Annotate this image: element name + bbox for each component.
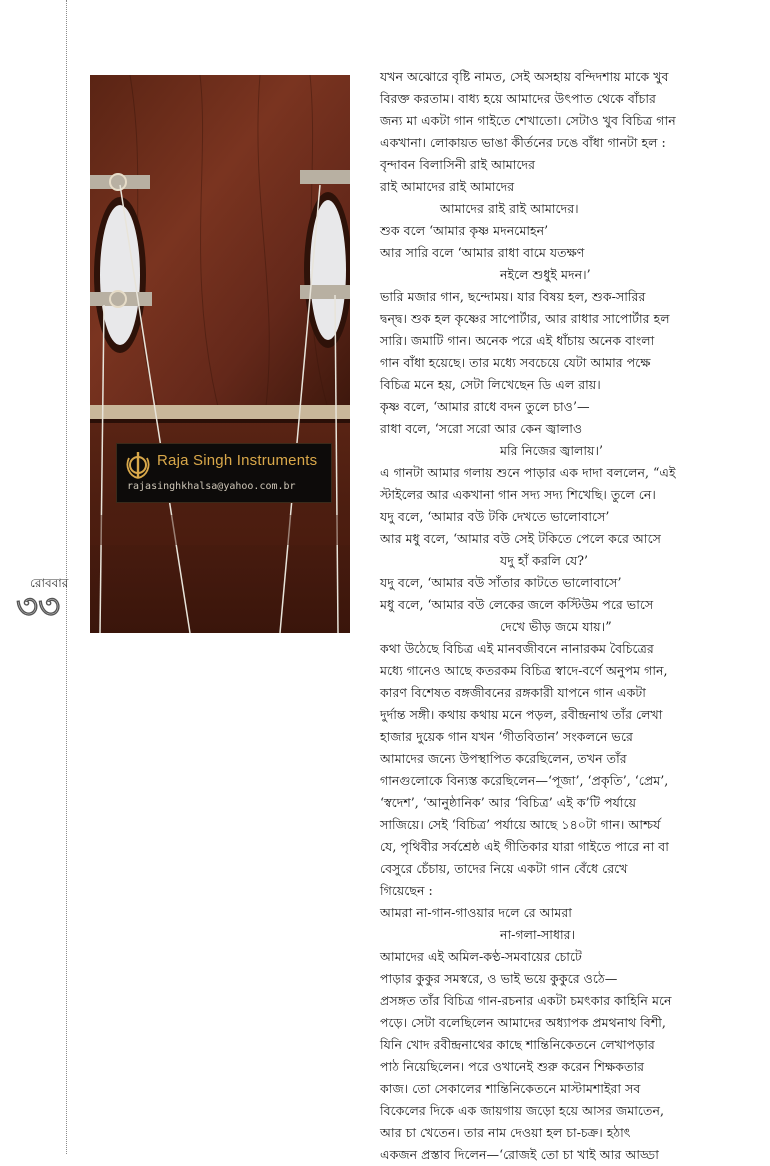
guitar-headstock-illustration bbox=[90, 75, 350, 633]
text-line: স্টাইলের আর একখানা গান সদ্য সদ্য শিখেছি। তুলে নে। bbox=[380, 487, 656, 502]
text-line: ‘স্বদেশ’, ‘আনুষ্ঠানিক’ আর ‘বিচিত্র’ এই ক’টি পর্যায়ে bbox=[380, 795, 637, 810]
text-line: মধ্যে গানেও আছে কতরকম বিচিত্র স্বাদে-বর্ণে অনুপম গান, bbox=[380, 663, 668, 678]
text-line: জন্য মা একটা গান গাইতে শেখাতো। সেটাও খুব বিচিত্র গান bbox=[380, 113, 676, 128]
brand-name: Raja Singh Instruments bbox=[157, 452, 318, 469]
verse-line: মরি নিজের জ্বালায়।’ bbox=[500, 443, 603, 458]
text-line: গান বাঁধা হয়েছে। তার মধ্যে সবচেয়ে যেটা আমার পক্ষে bbox=[380, 355, 651, 370]
text-line: একজন প্রস্তাব দিলেন—‘রোজই তো চা খাই আর আড্ডা bbox=[380, 1147, 659, 1162]
text-line: কথা উঠেছে বিচিত্র এই মানবজীবনে নানারকম বৈচিত্রের bbox=[380, 641, 654, 656]
text-line: দুর্দান্ত সঙ্গী। কথায় কথায় মনে পড়ল, রবীন্দ্রনাথ তাঁর লেখা bbox=[380, 707, 663, 722]
verse-line: আমাদের এই অমিল-কণ্ঠ-সমবায়ের চোটে bbox=[380, 949, 582, 964]
text-line: এ গানটা আমার গলায় শুনে পাড়ার এক দাদা বললেন, “এই bbox=[380, 465, 676, 480]
verse-line: না-গলা-সাধার। bbox=[500, 927, 576, 942]
text-line: আমাদের জন্যে উপস্থাপিত করেছিলেন, তখন তাঁর bbox=[380, 751, 627, 766]
verse-line: আমরা না-গান-গাওয়ার দলে রে আমরা bbox=[380, 905, 572, 920]
text-line: ভারি মজার গান, ছন্দোময়। যার বিষয় হল, শুক-সারির bbox=[380, 289, 646, 304]
khanda-logo-icon bbox=[125, 450, 151, 480]
verse-line: যদু বলে, ‘আমার বউ টকি দেখতে ভালোবাসে’ bbox=[380, 509, 610, 524]
verse-line: যদু হাঁ করলি যে?’ bbox=[500, 553, 588, 568]
verse-line: শুক বলে ‘আমার কৃষ্ণ মদনমোহন’ bbox=[380, 223, 549, 238]
text-line: বিচিত্র মনে হয়, সেটা লিখেছেন ডি এল রায়। bbox=[380, 377, 601, 392]
verse-line: আর মধু বলে, ‘আমার বউ সেই টকিতে পেলে করে আসে bbox=[380, 531, 661, 546]
article-body bbox=[380, 66, 702, 1166]
verse-line: দেখে ভীড় জমে যায়।” bbox=[500, 619, 612, 634]
verse-line: আমাদের রাই রাই আমাদের। bbox=[440, 201, 579, 216]
text-line: যিনি খোদ রবীন্দ্রনাথের কাছে শান্তিনিকেতনে লেখাপড়ার bbox=[380, 1037, 655, 1052]
text-line: বেসুরে চেঁচায়, তাদের নিয়ে একটা গান বেঁধে রেখে bbox=[380, 861, 628, 876]
text-line: গানগুলোকে বিন্যস্ত করেছিলেন—‘পূজা’, ‘প্রকৃতি’, ‘প্রেম’, bbox=[380, 773, 669, 788]
verse-line: নইলে শুধুই মদন।’ bbox=[500, 267, 591, 282]
text-line: বিরক্ত করতাম। বাধ্য হয়ে আমাদের উৎপাত থেকে বাঁচার bbox=[380, 91, 656, 106]
text-line: আর চা খেতেন। তার নাম দেওয়া হল চা-চক্র। হঠাৎ bbox=[380, 1125, 631, 1140]
guitar-headstock-photo bbox=[90, 75, 350, 633]
text-line: যে, পৃথিবীর সর্বশ্রেষ্ঠ এই গীতিকার যারা গাইতে পারে না বা bbox=[380, 839, 669, 854]
text-line: যখন অঝোরে বৃষ্টি নামত, সেই অসহায় বন্দিদশায় মাকে খুব bbox=[380, 69, 669, 84]
brand-email: rajasinghkhalsa@yahoo.com.br bbox=[127, 481, 296, 492]
verse-line: রাই আমাদের রাই আমাদের bbox=[380, 179, 515, 194]
text-line: পড়ে। সেটা বলেছিলেন আমাদের অধ্যাপক প্রমথনাথ বিশী, bbox=[380, 1015, 666, 1030]
page-number: ৩৩ bbox=[16, 587, 61, 627]
magazine-name: রোববার bbox=[30, 576, 69, 590]
text-line: হাজার দুয়েক গান যখন ‘গীতবিতান’ সংকলনে ভরে bbox=[380, 729, 633, 744]
verse-line: বৃন্দাবন বিলাসিনী রাই আমাদের bbox=[380, 157, 536, 172]
text-line: কারণ বিশেষত বঙ্গজীবনের রঙ্গকারী যাপনে গান একটা bbox=[380, 685, 646, 700]
verse-line: কৃষ্ণ বলে, ‘আমার রাধে বদন তুলে চাও’— bbox=[380, 399, 590, 414]
text-line: কাজ। তো সেকালের শান্তিনিকেতনে মাস্টামশাইরা সব bbox=[380, 1081, 641, 1096]
verse-line: রাধা বলে, ‘সরো সরো আর কেন জ্বালাও bbox=[380, 421, 583, 436]
verse-line: মধু বলে, ‘আমার বউ লেকের জলে কস্টিউম পরে ভাসে bbox=[380, 597, 654, 612]
text-line: পাঠ নিয়েছিলেন। পরে ওখানেই শুরু করেন শিক্ষকতার bbox=[380, 1059, 645, 1074]
text-line: সাজিয়ে। সেই ‘বিচিত্র’ পর্যায়ে আছে ১৪০টা গান। আশ্চর্য bbox=[380, 817, 661, 832]
text-line: প্রসঙ্গত তাঁর বিচিত্র গান-রচনার একটা চমৎকার কাহিনি মনে bbox=[380, 993, 672, 1008]
verse-line: আর সারি বলে ‘আমার রাধা বামে যতক্ষণ bbox=[380, 245, 585, 260]
brand-label bbox=[116, 443, 332, 503]
text-line: বিকেলের দিকে এক জায়গায় জড়ো হয়ে আসর জমাতেন, bbox=[380, 1103, 664, 1118]
text-line: দ্বন্দ্ব। শুক হল কৃষ্ণের সাপোর্টার, আর রাধার সাপোর্টার হল bbox=[380, 311, 670, 326]
text-line: গিয়েছেন : bbox=[380, 883, 433, 898]
text-line: সারি। জমাটি গান। অনেক পরে এই ধাঁচায় অনেক বাংলা bbox=[380, 333, 655, 348]
verse-line: পাড়ার কুকুর সমস্বরে, ও ভাই ভয়ে কুকুরে ওঠে— bbox=[380, 971, 618, 986]
verse-line: যদু বলে, ‘আমার বউ সাঁতার কাটতে ভালোবাসে’ bbox=[380, 575, 622, 590]
text-line: একখানা। লোকায়ত ভাঙা কীর্তনের ঢঙে বাঁধা গানটা হল : bbox=[380, 135, 666, 150]
